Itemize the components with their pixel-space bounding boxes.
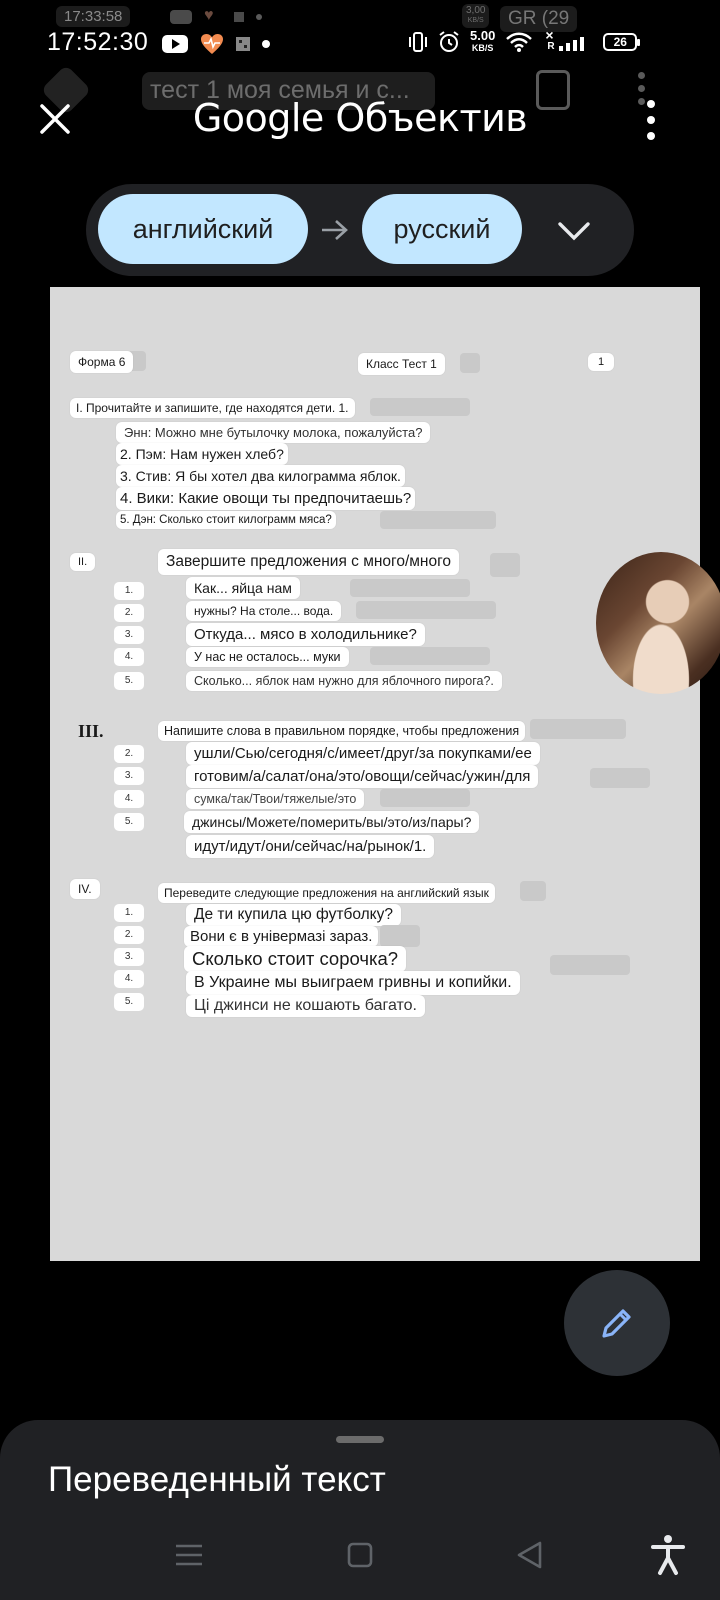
ghost-network: GR (29 [500, 6, 577, 32]
edit-button[interactable] [564, 1270, 670, 1376]
section-2-item: Откуда... мясо в холодильнике? [186, 623, 425, 646]
ghost-status-time: 17:33:58 [56, 6, 130, 27]
section-2-number: 5. [114, 672, 144, 690]
section-2-number: 1. [114, 582, 144, 600]
doc-header-page: 1 [588, 353, 614, 371]
section-4-item: В Украине мы выиграем гривны и копийки. [186, 971, 520, 995]
navigation-bar [0, 1530, 720, 1600]
section-3-number: 5. [114, 813, 144, 831]
sheet-drag-handle[interactable] [336, 1436, 384, 1443]
alarm-icon [438, 31, 460, 53]
status-right-icons [408, 27, 637, 54]
section-1-item: 3. Стив: Я бы хотел два килограмма яблок. [116, 465, 405, 487]
section-4-number: 3. [114, 948, 144, 966]
section-2-number: 3. [114, 626, 144, 644]
ghost-speed [462, 4, 489, 28]
section-4-item: Вони є в універмазі зараз. [184, 926, 378, 947]
section-4-number: 4. [114, 970, 144, 988]
dot-icon [256, 14, 262, 20]
vibrate-icon [408, 31, 428, 53]
section-3-title: Напишите слова в правильном порядке, чтобы предложения [158, 721, 525, 741]
section-4-item: Де ти купила цю футболку? [186, 904, 401, 926]
source-language-chip[interactable]: английский [98, 194, 308, 264]
section-2-item: нужны? На столе... вода. [186, 601, 341, 621]
recent-apps-icon[interactable] [164, 1530, 214, 1580]
app-title-google: Google [192, 96, 324, 140]
dot-icon [262, 40, 270, 48]
speed-unit: KB/S [471, 43, 494, 53]
sheet-title: Переведенный текст [48, 1460, 386, 1499]
section-2-item: У нас не осталось... муки [186, 647, 349, 667]
doc-header-class: Класс Тест 1 [358, 353, 445, 375]
chevron-down-icon[interactable] [554, 214, 594, 248]
ghost-search-text: тест 1 моя семья и с... [142, 72, 435, 110]
signal-indicator [543, 27, 593, 53]
section-2-item: Сколько... яблок нам нужно для яблочного пирога?. [186, 671, 502, 691]
section-4-number: 1. [114, 904, 144, 922]
signal-bars-icon [559, 35, 591, 51]
section-1-item: 5. Дэн: Сколько стоит килограмм мяса? [116, 511, 336, 529]
youtube-icon [170, 10, 192, 24]
section-1-item: 2. Пэм: Нам нужен хлеб? [116, 443, 288, 465]
section-3-number: 3. [114, 767, 144, 785]
pencil-icon [597, 1303, 637, 1343]
section-3-number: 4. [114, 790, 144, 808]
section-3-item: идут/идут/они/сейчас/на/рынок/1. [186, 835, 434, 858]
section-3-number: 2. [114, 745, 144, 763]
section-4-number: 5. [114, 993, 144, 1011]
back-icon[interactable] [505, 1530, 555, 1580]
app-icon [234, 12, 244, 22]
network-speed [470, 30, 495, 54]
section-4-number: 2. [114, 926, 144, 944]
section-4-roman: IV. [70, 879, 100, 899]
signal-roaming-label: R [547, 41, 555, 52]
no-signal-x-icon: × [545, 27, 554, 43]
battery-indicator: 26 [603, 33, 637, 51]
section-2-title: Завершите предложения с много/много [158, 549, 459, 575]
language-selector [86, 184, 634, 276]
translated-document [50, 287, 700, 1261]
home-icon[interactable] [335, 1530, 385, 1580]
ghost-speed-value: 3,00 [466, 5, 486, 16]
app-title [0, 96, 720, 140]
section-2-roman: II. [70, 553, 95, 571]
app-icon [236, 37, 250, 51]
speed-value: 5.00 [470, 28, 496, 43]
health-heart-icon [200, 33, 224, 55]
section-1-title: I. Прочитайте и запишите, где находятся дети. 1. [70, 398, 355, 418]
section-1-item: 4. Вики: Какие овощи ты предпочитаешь? [116, 487, 415, 510]
section-1-item: Энн: Можно мне бутылочку молока, пожалуйста? [116, 422, 430, 443]
notification-icons [162, 33, 270, 55]
ghost-notification-icons [170, 9, 262, 25]
wifi-icon [505, 32, 533, 52]
arrow-right-icon[interactable] [314, 210, 354, 250]
section-3-item: готовим/а/салат/она/это/овощи/сейчас/ужин/для [186, 765, 538, 788]
app-title-lens: Объектив [335, 96, 528, 140]
section-3-item: ушли/Сью/сегодня/с/имеет/друг/за покупками/ее [186, 742, 540, 765]
section-3-item: сумка/так/Твои/тяжелые/это [186, 789, 364, 809]
section-4-item: Ці джинси не кошають багато. [186, 995, 425, 1017]
target-language-chip[interactable]: русский [362, 194, 522, 264]
section-2-number: 4. [114, 648, 144, 666]
doc-header-form: Форма 6 [70, 351, 133, 373]
status-time: 17:52:30 [47, 28, 149, 56]
floating-avatar[interactable] [596, 552, 720, 694]
accessibility-icon[interactable] [643, 1530, 693, 1580]
section-2-item: Как... яйца нам [186, 577, 300, 599]
section-4-item: Сколько стоит сорочка? [184, 946, 406, 972]
section-3-roman: III. [78, 721, 104, 741]
ghost-speed-unit: KB/S [467, 17, 484, 24]
more-vert-icon[interactable] [643, 100, 659, 140]
section-2-number: 2. [114, 604, 144, 622]
youtube-icon [162, 35, 188, 53]
section-3-item: джинсы/Можете/померить/вы/это/из/пары? [184, 811, 479, 833]
health-icon: ♥ [204, 7, 214, 24]
section-4-title: Переведите следующие предложения на английский язык [158, 883, 495, 903]
